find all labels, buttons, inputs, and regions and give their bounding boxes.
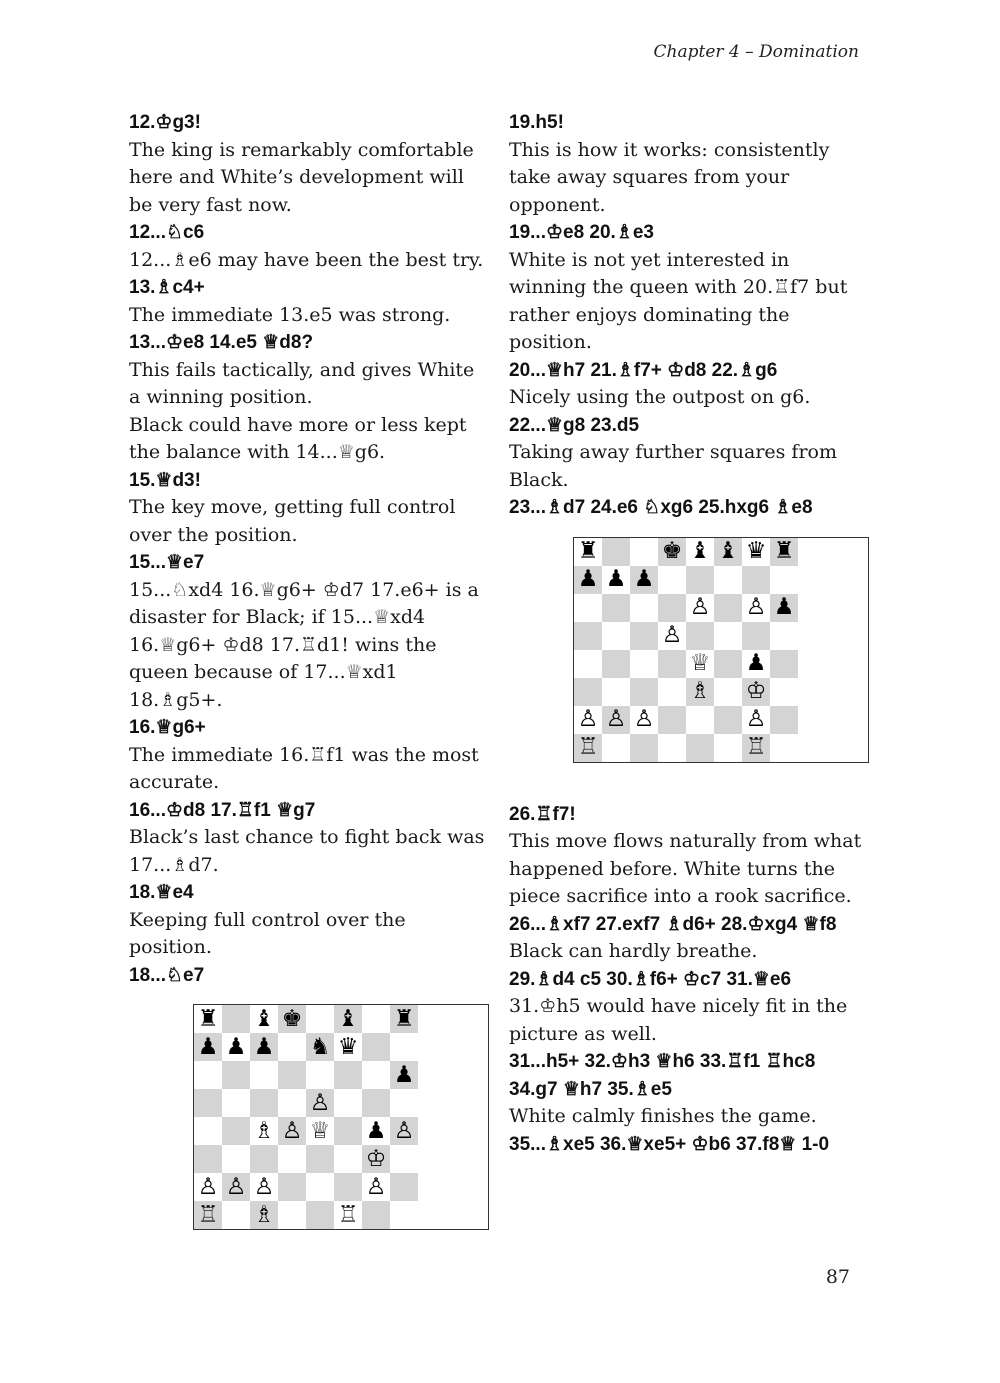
board-square xyxy=(390,1201,418,1229)
white-pawn-icon: ♙ xyxy=(194,1173,222,1201)
board-square xyxy=(770,566,798,594)
board-square xyxy=(602,594,630,622)
black-rook-icon: ♜ xyxy=(574,538,602,566)
board-square xyxy=(630,594,658,622)
commentary-text: Nicely using the outpost on g6. xyxy=(509,386,811,408)
white-pawn-icon: ♙ xyxy=(250,1173,278,1201)
board-square xyxy=(658,706,686,734)
board-square xyxy=(714,566,742,594)
commentary-text: Taking away further squares from Black. xyxy=(509,441,838,491)
move-line: 18...♘e7 xyxy=(129,964,205,986)
black-rook-icon: ♜ xyxy=(194,1005,222,1033)
board-square xyxy=(278,1089,306,1117)
board-square xyxy=(222,1005,250,1033)
page-number: 87 xyxy=(825,1266,850,1288)
running-header: Chapter 4 – Domination xyxy=(653,42,859,62)
board-square xyxy=(306,1201,334,1229)
commentary-text: This is how it works: consistently take away squares from your opponent. xyxy=(509,138,830,216)
move-line: 13.♗c4+ xyxy=(129,277,205,298)
board-square xyxy=(714,594,742,622)
commentary-text: This fails tactically, and gives White a winning position. xyxy=(129,358,475,408)
chess-diagram-after-18-ne7 xyxy=(193,1004,489,1230)
commentary-text: White calmly finishes the game. xyxy=(509,1105,817,1127)
board-square xyxy=(574,678,602,706)
board-square xyxy=(334,1117,362,1145)
move-line: 12.♔g3! xyxy=(129,112,201,133)
commentary-text: The king is remarkably comfortable here and White’s development will be very fast now. xyxy=(129,138,474,216)
move-line: 22...♕g8 23.d5 xyxy=(509,414,640,436)
commentary-text: The immediate 13.e5 was strong. xyxy=(129,303,451,326)
commentary-text: Keeping full control over the position. xyxy=(129,908,406,958)
chess-diagram-after-25-be8 xyxy=(573,537,869,763)
black-bishop-icon: ♝ xyxy=(686,538,714,566)
board-square xyxy=(686,622,714,650)
black-pawn-icon: ♟ xyxy=(250,1033,278,1061)
white-rook-icon: ♖ xyxy=(574,734,602,762)
white-pawn-icon: ♙ xyxy=(630,706,658,734)
board-square xyxy=(602,734,630,762)
white-pawn-icon: ♙ xyxy=(306,1089,334,1117)
black-pawn-icon: ♟ xyxy=(362,1117,390,1145)
black-queen-icon: ♛ xyxy=(334,1033,362,1061)
white-pawn-icon: ♙ xyxy=(362,1173,390,1201)
board-square xyxy=(278,1145,306,1173)
move-line: 23...♗d7 24.e6 ♘xg6 25.hxg6 ♗e8 xyxy=(509,497,813,518)
commentary-text: 15...♘xd4 16.♕g6+ ♔d7 17.e6+ is a disaster for Black; if 15...♕xd4 16.♕g6+ ♔d8 17.♖d1! wins the queen because of 17...♕xd1 18.♗g5+. xyxy=(129,578,479,711)
black-rook-icon: ♜ xyxy=(770,538,798,566)
board-square xyxy=(362,1201,390,1229)
board-square xyxy=(250,1089,278,1117)
board-square xyxy=(306,1005,334,1033)
black-pawn-icon: ♟ xyxy=(770,594,798,622)
commentary-text: Black can hardly breathe. xyxy=(509,940,758,962)
board-square xyxy=(770,650,798,678)
board-square xyxy=(742,566,770,594)
move-line: 19...♔e8 20.♗e3 xyxy=(509,222,654,243)
board-square xyxy=(222,1061,250,1089)
white-pawn-icon: ♙ xyxy=(742,706,770,734)
commentary-text: This move flows naturally from what happened before. White turns the piece sacrifice into a rook sacrifice. xyxy=(509,830,862,907)
board-square xyxy=(334,1061,362,1089)
right-column-text-top xyxy=(509,109,869,522)
white-pawn-icon: ♙ xyxy=(278,1117,306,1145)
black-bishop-icon: ♝ xyxy=(714,538,742,566)
board-square xyxy=(686,706,714,734)
white-king-icon: ♔ xyxy=(742,678,770,706)
board-square xyxy=(390,1145,418,1173)
board-square xyxy=(602,622,630,650)
white-king-icon: ♔ xyxy=(362,1145,390,1173)
commentary-text: The immediate 16.♖f1 was the most accurate. xyxy=(129,743,479,793)
board-square xyxy=(306,1061,334,1089)
board-square xyxy=(390,1173,418,1201)
black-pawn-icon: ♟ xyxy=(742,650,770,678)
board-square xyxy=(222,1201,250,1229)
white-pawn-icon: ♙ xyxy=(742,594,770,622)
move-line: 12...♘c6 xyxy=(129,222,205,243)
black-pawn-icon: ♟ xyxy=(630,566,658,594)
board-square xyxy=(602,650,630,678)
move-line: 16...♔d8 17.♖f1 ♕g7 xyxy=(129,799,316,821)
move-line: 18.♕e4 xyxy=(129,882,194,903)
board-square xyxy=(686,566,714,594)
move-line: 20...♕h7 21.♗f7+ ♔d8 22.♗g6 xyxy=(509,359,778,381)
board-square xyxy=(362,1061,390,1089)
black-pawn-icon: ♟ xyxy=(390,1061,418,1089)
black-rook-icon: ♜ xyxy=(390,1005,418,1033)
board-square xyxy=(658,594,686,622)
black-knight-icon: ♞ xyxy=(306,1033,334,1061)
white-rook-icon: ♖ xyxy=(742,734,770,762)
move-line: 29.♗d4 c5 30.♗f6+ ♔c7 31.♕e6 xyxy=(509,968,792,990)
commentary-text: White is not yet interested in winning the queen with 20.♖f7 but rather enjoys dominating the position. xyxy=(509,248,848,353)
board-square xyxy=(770,734,798,762)
left-column xyxy=(129,109,489,1230)
white-pawn-icon: ♙ xyxy=(602,706,630,734)
black-bishop-icon: ♝ xyxy=(250,1005,278,1033)
white-pawn-icon: ♙ xyxy=(574,706,602,734)
board-square xyxy=(714,734,742,762)
board-square xyxy=(278,1173,306,1201)
white-pawn-icon: ♙ xyxy=(222,1173,250,1201)
board-square xyxy=(278,1033,306,1061)
move-line: 13...♔e8 14.e5 ♕d8? xyxy=(129,332,314,353)
white-bishop-icon: ♗ xyxy=(250,1117,278,1145)
board-square xyxy=(362,1005,390,1033)
board-square xyxy=(222,1117,250,1145)
black-king-icon: ♚ xyxy=(278,1005,306,1033)
white-bishop-icon: ♗ xyxy=(686,678,714,706)
white-queen-icon: ♕ xyxy=(686,650,714,678)
black-bishop-icon: ♝ xyxy=(334,1005,362,1033)
board-square xyxy=(714,650,742,678)
board-square xyxy=(686,734,714,762)
black-pawn-icon: ♟ xyxy=(602,566,630,594)
board-square xyxy=(630,538,658,566)
board-square xyxy=(390,1033,418,1061)
right-column xyxy=(509,109,869,1158)
board-square xyxy=(222,1089,250,1117)
move-line: 26.♖f7! xyxy=(509,803,576,825)
black-queen-icon: ♛ xyxy=(742,538,770,566)
board-square xyxy=(334,1173,362,1201)
right-column-text-bottom xyxy=(509,801,869,1159)
board-square xyxy=(278,1061,306,1089)
board-square xyxy=(630,678,658,706)
commentary-text: The key move, getting full control over the position. xyxy=(129,496,456,546)
board-square xyxy=(334,1145,362,1173)
board-square xyxy=(390,1089,418,1117)
board-square xyxy=(334,1089,362,1117)
commentary-text: Black could have more or less kept the balance with 14...♕g6. xyxy=(129,413,467,463)
board-square xyxy=(250,1145,278,1173)
black-pawn-icon: ♟ xyxy=(194,1033,222,1061)
board-square xyxy=(630,734,658,762)
board-square xyxy=(362,1033,390,1061)
board-square xyxy=(770,622,798,650)
board-square xyxy=(194,1145,222,1173)
board-square xyxy=(306,1173,334,1201)
left-column-text xyxy=(129,109,489,989)
board-square xyxy=(362,1089,390,1117)
commentary-text: 31.♔h5 would have nicely fit in the picture as well. xyxy=(509,995,848,1045)
board-square xyxy=(658,566,686,594)
move-line: 35...♗xe5 36.♕xe5+ ♔b6 37.f8♕ 1-0 xyxy=(509,1133,830,1155)
board-square xyxy=(194,1061,222,1089)
black-pawn-icon: ♟ xyxy=(222,1033,250,1061)
board-square xyxy=(574,650,602,678)
board-square xyxy=(194,1089,222,1117)
move-line: 15...♕e7 xyxy=(129,552,205,573)
black-king-icon: ♚ xyxy=(658,538,686,566)
board-square xyxy=(630,622,658,650)
board-square xyxy=(278,1201,306,1229)
move-line: 26...♗xf7 27.exf7 ♗d6+ 28.♔xg4 ♕f8 xyxy=(509,913,837,935)
board-square xyxy=(770,678,798,706)
white-pawn-icon: ♙ xyxy=(390,1117,418,1145)
black-pawn-icon: ♟ xyxy=(574,566,602,594)
commentary-text: Black’s last chance to fight back was 17...♗d7. xyxy=(129,826,485,876)
move-line: 16.♕g6+ xyxy=(129,717,206,738)
board-square xyxy=(770,706,798,734)
board-square xyxy=(658,650,686,678)
white-bishop-icon: ♗ xyxy=(250,1201,278,1229)
board-square xyxy=(742,622,770,650)
board-square xyxy=(250,1061,278,1089)
white-pawn-icon: ♙ xyxy=(658,622,686,650)
board-square xyxy=(574,594,602,622)
board-square xyxy=(602,678,630,706)
board-square xyxy=(194,1117,222,1145)
white-rook-icon: ♖ xyxy=(334,1201,362,1229)
white-queen-icon: ♕ xyxy=(306,1117,334,1145)
move-line: 15.♕d3! xyxy=(129,469,201,491)
white-rook-icon: ♖ xyxy=(194,1201,222,1229)
board-square xyxy=(630,650,658,678)
board-square xyxy=(306,1145,334,1173)
board-square xyxy=(222,1145,250,1173)
board-square xyxy=(574,622,602,650)
move-line: 19.h5! xyxy=(509,112,564,133)
commentary-text: 12...♗e6 may have been the best try. xyxy=(129,248,484,271)
white-pawn-icon: ♙ xyxy=(686,594,714,622)
board-square xyxy=(602,538,630,566)
move-line: 31...h5+ 32.♔h3 ♕h6 33.♖f1 ♖hc8 34.g7 ♕h7 35.♗e5 xyxy=(509,1051,816,1100)
board-square xyxy=(658,678,686,706)
board-square xyxy=(658,734,686,762)
board-square xyxy=(714,678,742,706)
board-square xyxy=(714,622,742,650)
board-square xyxy=(714,706,742,734)
